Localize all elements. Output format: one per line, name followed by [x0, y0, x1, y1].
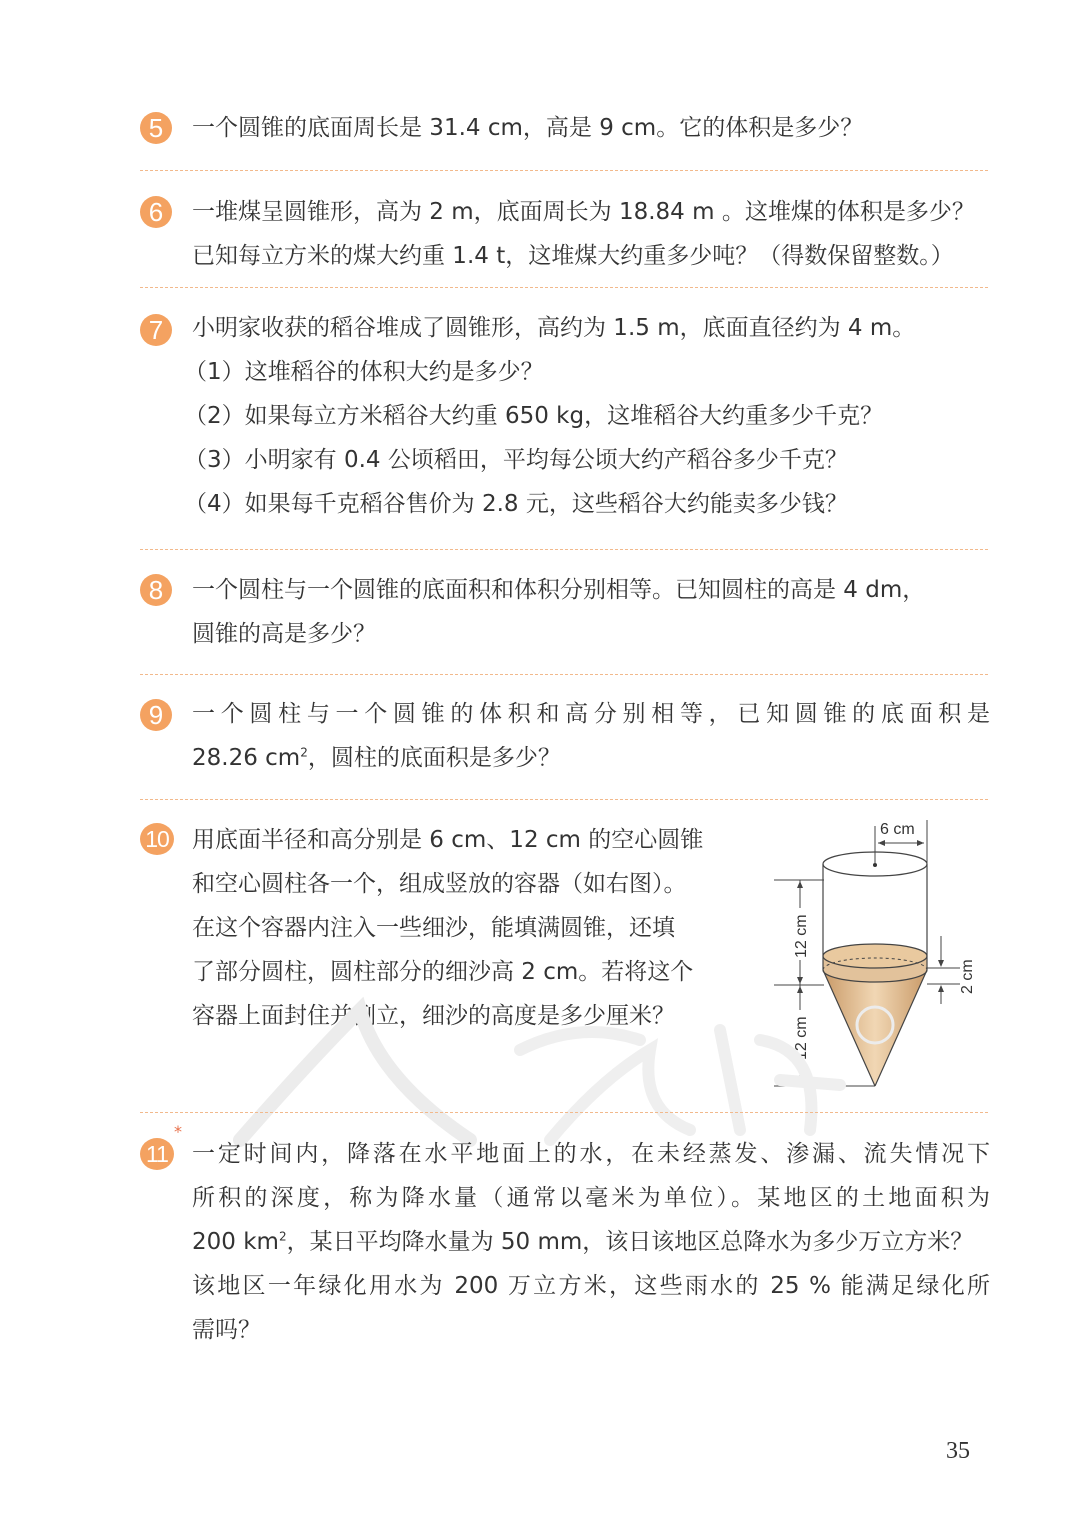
problem-text: 一个圆锥的底面周长是 31.4 cm，高是 9 cm。它的体积是多少？ [192, 115, 864, 141]
problem-text: 一定时间内，降落在水平地面上的水，在未经蒸发、渗漏、流失情况下 [192, 1141, 990, 1167]
divider [140, 1112, 988, 1113]
problem-text: 所积的深度，称为降水量（通常以毫米为单位）。某地区的土地面积为 [192, 1185, 990, 1211]
problem-text: 用底面半径和高分别是 6 cm、12 cm 的空心圆锥 [192, 827, 704, 853]
optional-star-icon: * [174, 1122, 182, 1141]
problem-number-badge: 10 [140, 823, 174, 855]
problem-text: 和空心圆柱各一个，组成竖放的容器（如右图）。 [192, 871, 687, 897]
problem-text: 28.26 $cm^2$，圆柱的底面积是多少？ [192, 745, 561, 771]
problem-text: 一个圆柱与一个圆锥的体积和高分别相等，已知圆锥的底面积是 [192, 701, 990, 727]
cylinder-cone-figure [760, 808, 990, 1098]
problem-number-badge: 5 [140, 112, 172, 144]
page-number: 35 [946, 1438, 970, 1464]
sub-question-2: （2）如果每立方米稻谷大约重 650 kg，这堆稻谷大约重多少千克？ [184, 403, 884, 429]
problem-text: 一个圆柱与一个圆锥的底面积和体积分别相等。已知圆柱的高是 4 dm， [192, 577, 926, 603]
problem-number-badge: 6 [140, 196, 172, 228]
divider [140, 674, 988, 675]
cylinder-height-label: 12 cm [793, 914, 810, 958]
sub-question-4: （4）如果每千克稻谷售价为 2.8 元，这些稻谷大约能卖多少钱？ [184, 491, 848, 517]
problem-number-badge: 8 [140, 574, 172, 606]
divider [140, 170, 988, 171]
problem-text: 一堆煤呈圆锥形，高为 2 m，底面周长为 18.84 m 。这堆煤的体积是多少？ [192, 199, 975, 225]
problem-text: 小明家收获的稻谷堆成了圆锥形，高约为 1.5 m，底面直径约为 4 m。 [192, 315, 916, 341]
problem-number-badge: 11 [140, 1138, 174, 1170]
radius-label: 6 cm [880, 821, 915, 838]
sand-surface [823, 944, 927, 968]
problem-text: 已知每立方米的煤大约重 1.4 t，这堆煤大约重多少吨？（得数保留整数。） [192, 243, 954, 269]
sub-question-1: （1）这堆稻谷的体积大约是多少？ [184, 359, 544, 385]
problem-text: 需吗？ [192, 1317, 261, 1343]
sub-question-3: （3）小明家有 0.4 公顷稻田，平均每公顷大约产稻谷多少千克？ [184, 447, 848, 473]
problem-number-badge: 9 [140, 699, 172, 731]
problem-text: 了部分圆柱，圆柱部分的细沙高 2 cm。若将这个 [192, 959, 694, 985]
divider [140, 799, 988, 800]
problem-text: 在这个容器内注入一些细沙，能填满圆锥，还填 [192, 915, 675, 941]
divider [140, 287, 988, 288]
problem-text: 圆锥的高是多少？ [192, 621, 376, 647]
problem-text: 该地区一年绿化用水为 200 万立方米，这些雨水的 25 % 能满足绿化所 [192, 1273, 990, 1299]
problem-text: 容器上面封住并倒立，细沙的高度是多少厘米？ [192, 1003, 675, 1029]
divider [140, 549, 988, 550]
problem-number-badge: 7 [140, 314, 172, 346]
sand-height-label: 2 cm [959, 959, 976, 994]
cone-sand [823, 970, 927, 1086]
problem-text: 200 $km^2$，某日平均降水量为 50 mm，该日该地区总降水为多少万立方米？ [192, 1229, 974, 1255]
cone-height-label: 12 cm [793, 1016, 810, 1060]
